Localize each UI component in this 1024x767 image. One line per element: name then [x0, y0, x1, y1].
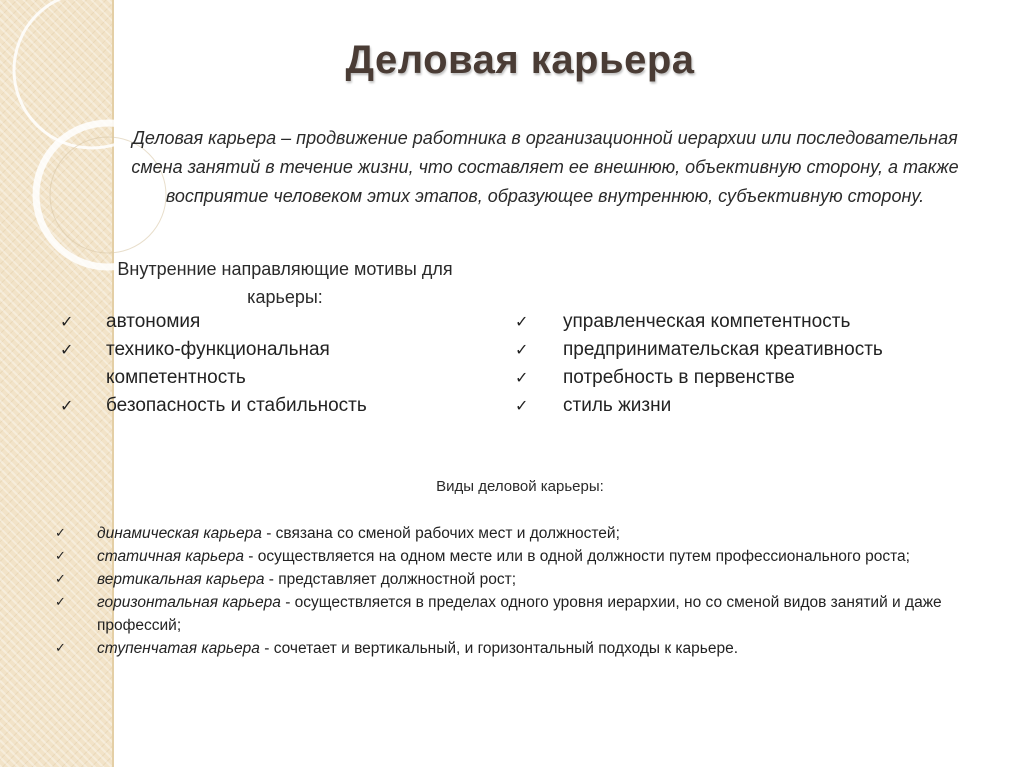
checkmark-icon: ✓	[515, 368, 529, 387]
motive-text: потребность в первенстве	[563, 367, 795, 388]
list-item	[515, 364, 995, 392]
motive-text: безопасность и стабильность	[106, 395, 367, 416]
list-item	[60, 308, 440, 336]
definition-paragraph: Деловая карьера – продвижение работника в организационной иерархии или последовательная смена занятий в течение жизни, что составляет ее внешнюю, объективную сторону, а также восприятие человеком этих этапов, образующее внутреннюю, субъективную сторону.	[131, 128, 959, 206]
checkmark-icon: ✓	[55, 526, 66, 541]
checkmark-icon: ✓	[60, 312, 74, 331]
career-type-description: - осуществляется на одном месте или в одной должности путем профессионального роста;	[243, 548, 910, 565]
motive-text: управленческая компетентность	[563, 311, 851, 332]
career-type-name: статичная карьера	[97, 548, 244, 565]
career-types-heading: Виды деловой карьеры:	[436, 478, 604, 495]
checkmark-icon: ✓	[515, 396, 529, 415]
list-item	[55, 545, 985, 568]
motives-heading: Внутренние направляющие мотивы для карьеры:	[117, 259, 453, 307]
career-type-description: - осуществляется в пределах одного уровня иерархии, но со сменой видов занятий и даже профессий;	[97, 594, 942, 634]
career-type-name: вертикальная карьера	[97, 571, 265, 588]
career-type-name: ступенчатая карьера	[97, 640, 260, 657]
checkmark-icon: ✓	[515, 312, 529, 331]
list-item	[60, 336, 440, 392]
checkmark-icon: ✓	[515, 340, 529, 359]
motives-list-left	[60, 308, 440, 420]
career-type-name: динамическая карьера	[97, 525, 262, 542]
motive-text: предпринимательская креативность	[563, 339, 883, 360]
list-item	[515, 336, 995, 364]
checkmark-icon: ✓	[55, 572, 66, 587]
career-type-description: - представляет должностной рост;	[264, 571, 517, 588]
career-type-description: - сочетает и вертикальный, и горизонтальный подходы к карьере.	[259, 640, 739, 657]
checkmark-icon: ✓	[60, 396, 74, 415]
list-item	[60, 392, 440, 420]
career-type-name: горизонтальная карьера	[97, 594, 281, 611]
list-item	[55, 591, 985, 637]
motive-text: стиль жизни	[563, 395, 672, 416]
motive-text: автономия	[106, 311, 201, 332]
list-item	[515, 392, 995, 420]
checkmark-icon: ✓	[55, 641, 66, 656]
checkmark-icon: ✓	[55, 549, 66, 564]
motive-text: технико-функциональная компетентность	[106, 339, 330, 388]
checkmark-icon: ✓	[60, 340, 74, 359]
slide-title: Деловая карьера	[345, 38, 695, 82]
motives-list-right	[515, 308, 995, 420]
checkmark-icon: ✓	[55, 595, 66, 610]
list-item	[55, 522, 985, 545]
list-item	[515, 308, 995, 336]
career-types-list	[55, 522, 985, 660]
list-item	[55, 637, 985, 660]
career-type-description: - связана со сменой рабочих мест и должностей;	[261, 525, 620, 542]
list-item	[55, 568, 985, 591]
